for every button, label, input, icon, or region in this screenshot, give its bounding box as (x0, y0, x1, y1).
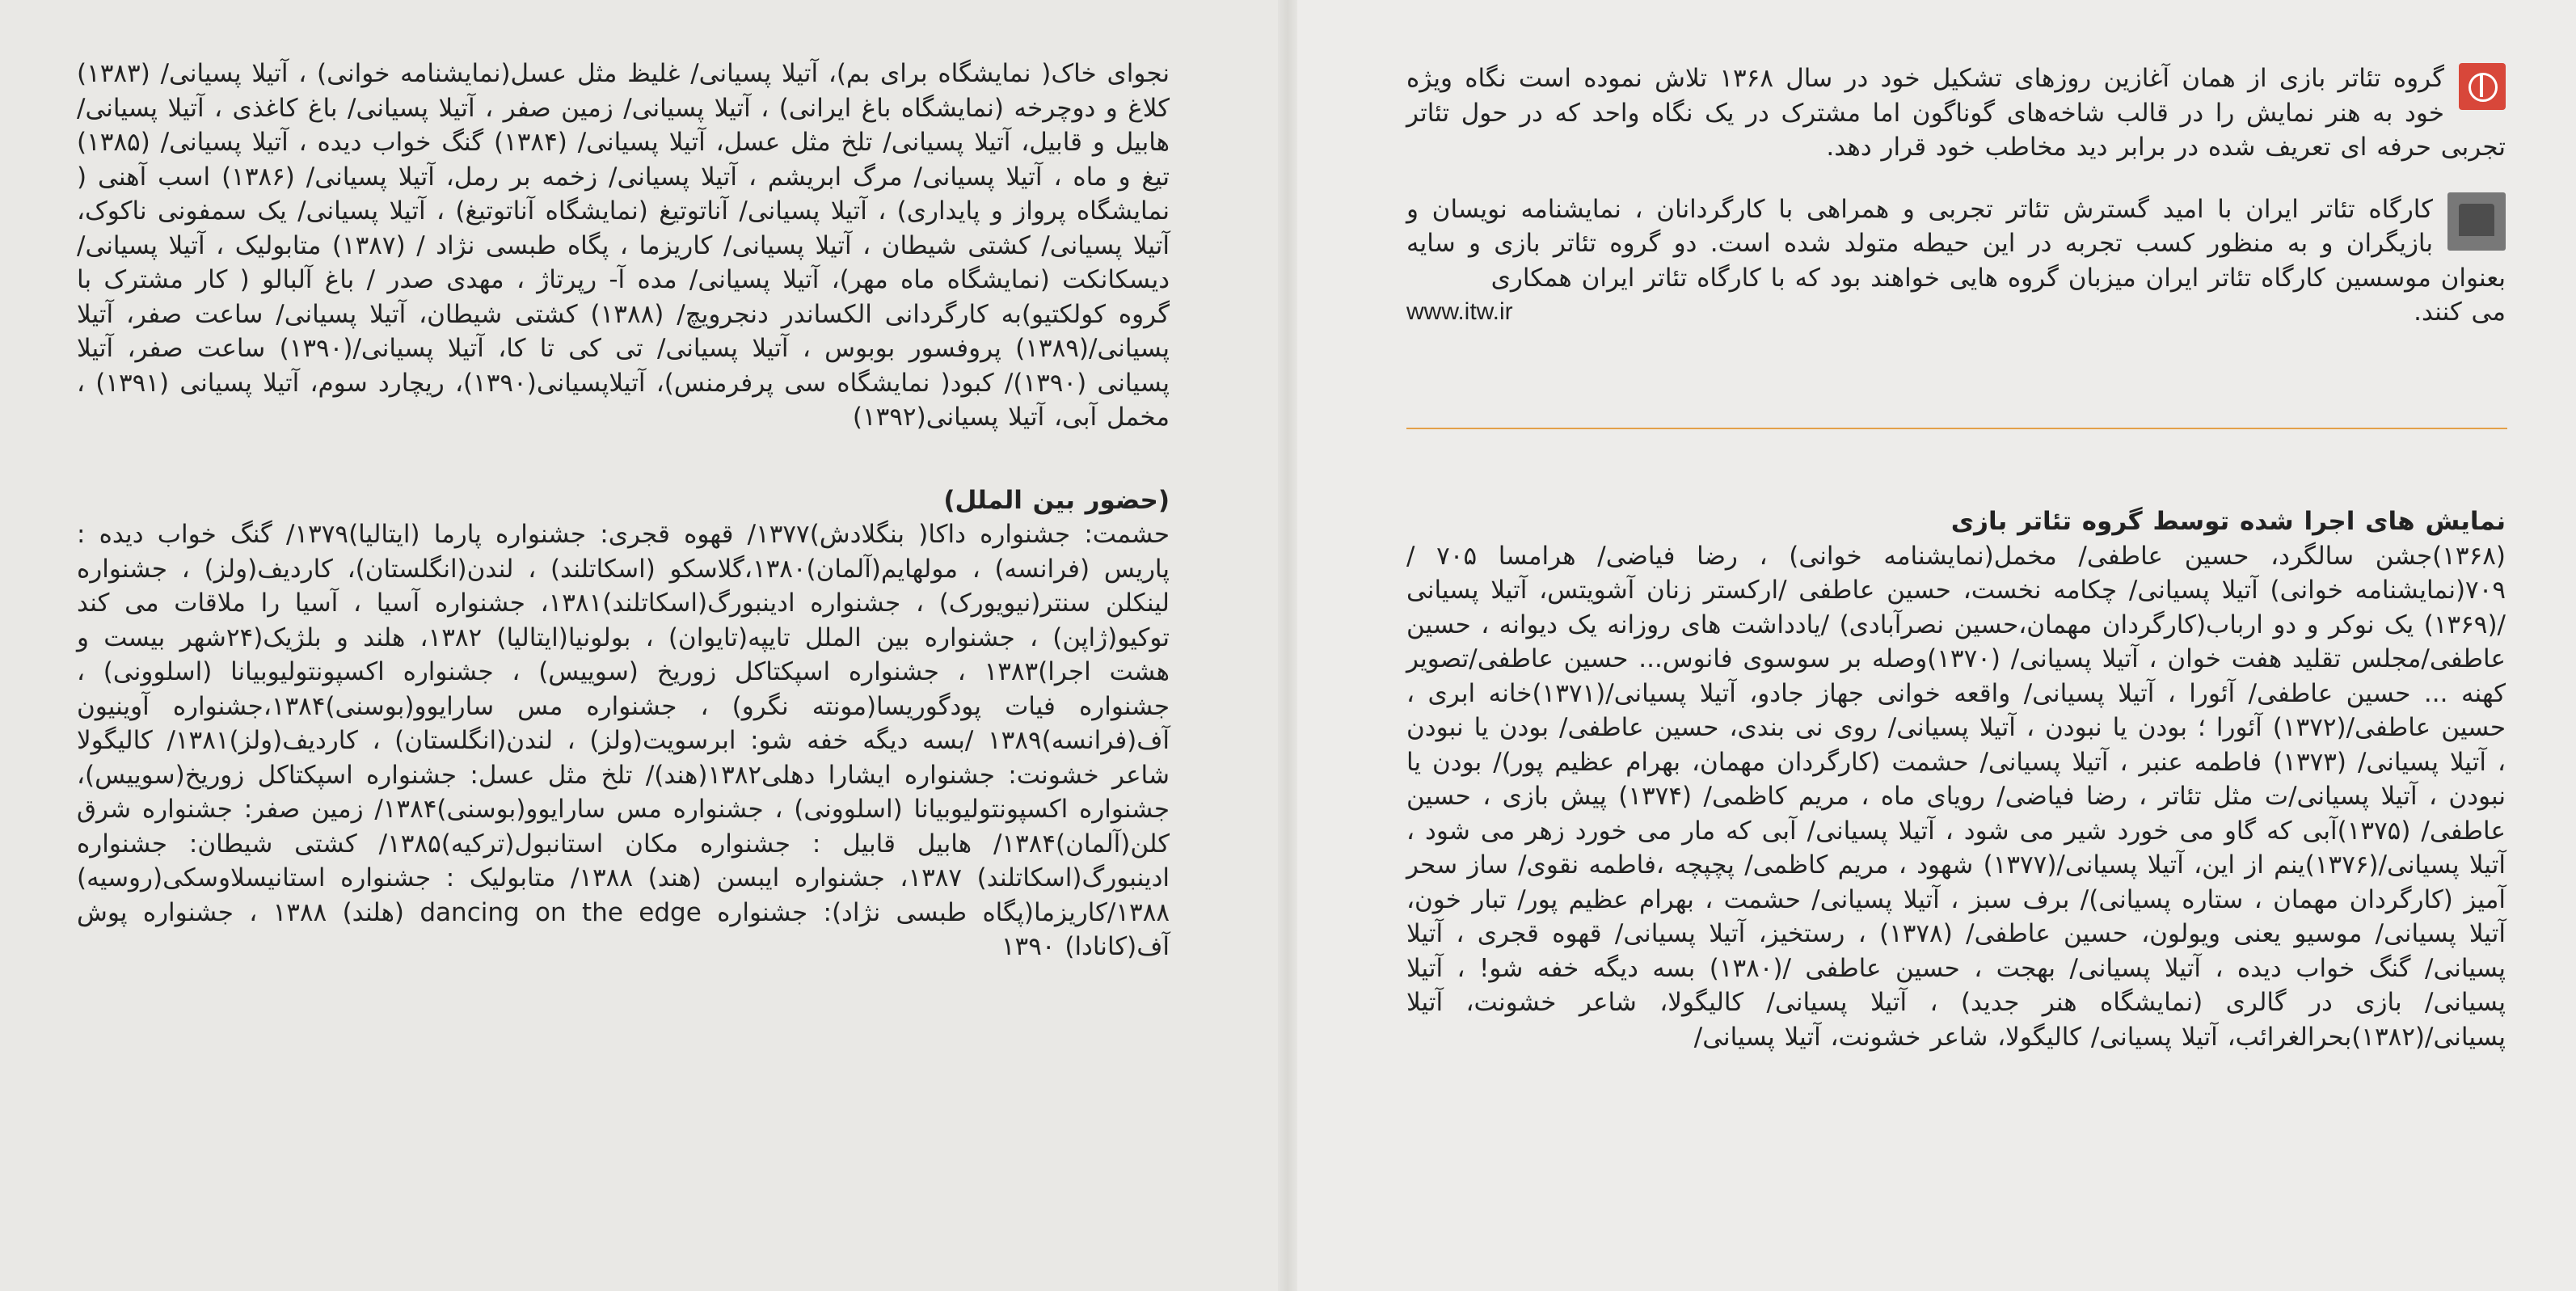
performances-paragraph: (۱۳۶۸)جشن سالگرد، حسین عاطفی/ مخمل(نمایشنامه خوانی) ، رضا فیاضی/ هرامسا ۷۰۵ /۷۰۹(نمایشنامه خوانی) آتیلا پسیانی/ چکامه نخست، حسین عاطفی /ارکستر زنان آشویتس، آتیلا پسیانی /(۱۳۶۹) یک نوکر و دو ارباب(کارگردان مهمان،حسین نصرآبادی) /یادداشت های روزانه یک دیوانه ، حسین عاطفی/مجلس تقلید هفت خوان ، آتیلا پسیانی/ (۱۳۷۰)وصله بر سوسوی فانوس... حسین عاطفی/تصویر کهنه ... حسین عاطفی/ آئورا ، آتیلا پسیانی/ واقعه خوانی جهاز جادو، آتیلا پسیانی/(۱۳۷۱)خانه ابری ، حسین عاطفی/(۱۳۷۲) آئورا ؛ بودن یا نبودن ، آتیلا پسیانی/ روی نی بندی، حسین عاطفی/ بودن یا نبودن ، آتیلا پسیانی/ (۱۳۷۳) فاطمه عنبر ، آتیلا پسیانی/ حشمت (کارگردان مهمان، بهرام عظیم پور)/ بودن یا نبودن ، آتیلا پسیانی/ت مثل تئاتر ، رضا فیاضی/ رویای ماه ، مریم کاظمی/ (۱۳۷۴) پیش بازی ، حسین عاطفی/ (۱۳۷۵)آبی که گاو می خورد شیر می شود ، آتیلا پسیانی/ آبی که مار می خورد زهر می شود ، آتیلا پسیانی/(۱۳۷۶)ینم از این، آتیلا پسیانی/(۱۳۷۷) شهود ، مریم کاظمی/ پچپچه ،فاطمه نقوی/ ساز سحر آمیز (کارگردان مهمان ، ستاره پسیانی)/ برف سبز ، آتیلا پسیانی/ حشمت ، بهرام عظیم پور/ تبار خون، آتیلا پسیانی/ موسیو یعنی ویولون، حسین عاطفی/ (۱۳۷۸) ، رستخیز، آتیلا پسیانی/ قهوه قجری ، آتیلا پسیانی/ گنگ خواب دیده ، آتیلا پسیانی/ بهجت ، حسین عاطفی /(۱۳۸۰) بسه دیگه خفه شو! ، آتیلا پسیانی/ بازی در گالری (نمایشگاه هنر جدید) ، آتیلا پسیانی/ کالیگولا، شاعر خشونت، آتیلا پسیانی/(۱۳۸۲)بحرالغرائب، آتیلا پسیانی/ کالیگولا، شاعر خشونت، آتیلا پسیانی/ (1406, 541, 2506, 1052)
right-top-section (1406, 61, 2506, 330)
orange-divider (1406, 428, 2507, 429)
book-gutter (1278, 0, 1297, 1291)
international-presence-heading: (حضور بین الملل) (943, 485, 1170, 515)
group-intro-paragraph: گروه تئاتر بازی از همان آغازین روزهای تشکیل خود در سال ۱۳۶۸ تلاش نموده است نگاه ویژه خود به هنر نمایش را در قالب شاخه‌های گوناگون اما مشترک در یک نگاه واحد که در حول تئاتر تجربی حرفه ای تعریف شده در برابر دید مخاطب خود قرار دهد. (1406, 64, 2506, 162)
workshop-logo-icon (2447, 192, 2506, 251)
productions-continued-paragraph: نجوای خاک( نمایشگاه برای بم)، آتیلا پسیانی/ غلیظ مثل عسل(نمایشنامه خوانی) ، آتیلا پسیانی/ (۱۳۸۳) کلاغ و دوچرخه (نمایشگاه باغ ایرانی) ، آتیلا پسیانی/ زمین صفر ، آتیلا پسیانی/ باغ کاغذی ، آتیلا پسیانی/ هابیل و قابیل، آتیلا پسیانی/ تلخ مثل عسل، آتیلا پسیانی/ (۱۳۸۴) گنگ خواب دیده ، آتیلا پسیانی/ (۱۳۸۵) تیغ و ماه ، آتیلا پسیانی/ مرگ ابریشم ، آتیلا پسیانی/ زخمه بر رمل، آتیلا پسیانی/ (۱۳۸۶) اسب آهنی ( نمایشگاه پرواز و پایداری) ، آتیلا پسیانی/ آناتوتیغ (نمایشگاه آناتوتیغ) ، آتیلا پسیانی/ یک سمفونی ناکوک، آتیلا پسیانی/ کشتی شیطان ، آتیلا پسیانی/ کاریزما ، پگاه طبسی نژاد / (۱۳۸۷) متابولیک ، آتیلا پسیانی/ دیسکانکت (نمایشگاه ماه مهر)، آتیلا پسیانی/ مده آ- رپرتاژ ، مهدی صدر / باغ آلبالو ( کار مشترک با گروه کولکتیو)به کارگردانی الکساندر دنجرویچ/ (۱۳۸۸) کشتی شیطان، آتیلا پسیانی/ ساعت صفر، آتیلا پسیانی/(۱۳۸۹) پروفسور بوبوس ، آتیلا پسیانی/ تی کی تا کا، آتیلا پسیانی/(۱۳۹۰) ساعت صفر، آتیلا پسیانی (۱۳۹۰)/ کبود( نمایشگاه سی پرفرمنس)، آتیلاپسیانی(۱۳۹۰)، ریچارد سوم، آتیلا پسیانی (۱۳۹۱) ، مخمل آبی، آتیلا پسیانی(۱۳۹۲) (77, 59, 1170, 432)
theatre-bazi-logo-icon (2459, 63, 2506, 110)
right-bottom-section (1406, 504, 2506, 1054)
website-link[interactable]: www.itw.ir (1406, 298, 1513, 325)
left-column (77, 57, 1170, 964)
workshop-intro-paragraph: کارگاه تئاتر ایران با امید گسترش تئاتر تجربی و همراهی با کارگردانان ، نمایشنامه نویسان و بازیگران و به منظور کسب تجربه در این حیطه متولد شده است. دو گروه تئاتر بازی و سایه بعنوان موسسین کارگاه تئاتر ایران میزبان گروه هایی خواهند بود که با کارگاه تئاتر ایران همکاری (1406, 194, 2506, 293)
international-presence-paragraph: حشمت: جشنواره داکا( بنگلادش)۱۳۷۷/ قهوه قجری: جشنواره پارما (ایتالیا)۱۳۷۹/ گنگ خواب دیده : پاریس (فرانسه) ، مولهایم(آلمان)۱۳۸۰،گلاسکو (اسکاتلند) ، لندن(انگلستان)، کاردیف(ولز) ، جشنواره لینکلن سنتر(نیویورک) ، جشنواره ادینبورگ(اسکاتلند)۱۳۸۱، جشنواره آسیا ، آسیا را ملاقات می کند توکیو(ژاپن) ، جشنواره بین الملل تایپه(تایوان) ، بولونیا(ایتالیا) ۱۳۸۲، هلند و بلژیک(۲۴شهر بیست و هشت اجرا)۱۳۸۳ ، جشنواره اسپکتاکل زوریخ (سوییس) ، جشنواره اکسپونتولیوبیانا (اسلوونی) ، جشنواره فیات پودگوریسا(مونته نگرو) ، جشنواره مس سارایوو(بوسنی)۱۳۸۴،جشنواره آوینیون آف(فرانسه)۱۳۸۹ /بسه دیگه خفه شو: ابرسویت(ولز) ، لندن(انگلستان) ، کاردیف(ولز)۱۳۸۱/ کالیگولا شاعر خشونت: جشنواره ایشارا دهلی۱۳۸۲(هند)/ تلخ مثل عسل: جشنواره اسپکتاکل زوریخ(سوییس)، جشنواره اکسپونتولیوبیانا (اسلوونی) ، جشنواره مس سارایوو(بوسنی)۱۳۸۴/ زمین صفر: جشنواره شرق کلن(آلمان)۱۳۸۴/ هابیل قابیل : جشنواره مکان استانبول(ترکیه)۱۳۸۵/ کشتی شیطان: جشنواره ادینبورگ(اسکاتلند) ۱۳۸۷، جشنواره ایبسن (هند) ۱۳۸۸/ متابولیک : جشنواره استانیسلاوسکی(روسیه) ۱۳۸۸/کاریزما(پگاه طبسی نژاد): جشنواره dancing on the edge (هلند) ۱۳۸۸ ، جشنواره پوش آف(کانادا) ۱۳۹۰ (77, 520, 1170, 961)
workshop-closing-line (1406, 295, 2506, 330)
workshop-closing-text: می کنند. (2414, 297, 2506, 327)
performances-heading: نمایش های اجرا شده توسط گروه تئاتر بازی (1950, 507, 2506, 536)
